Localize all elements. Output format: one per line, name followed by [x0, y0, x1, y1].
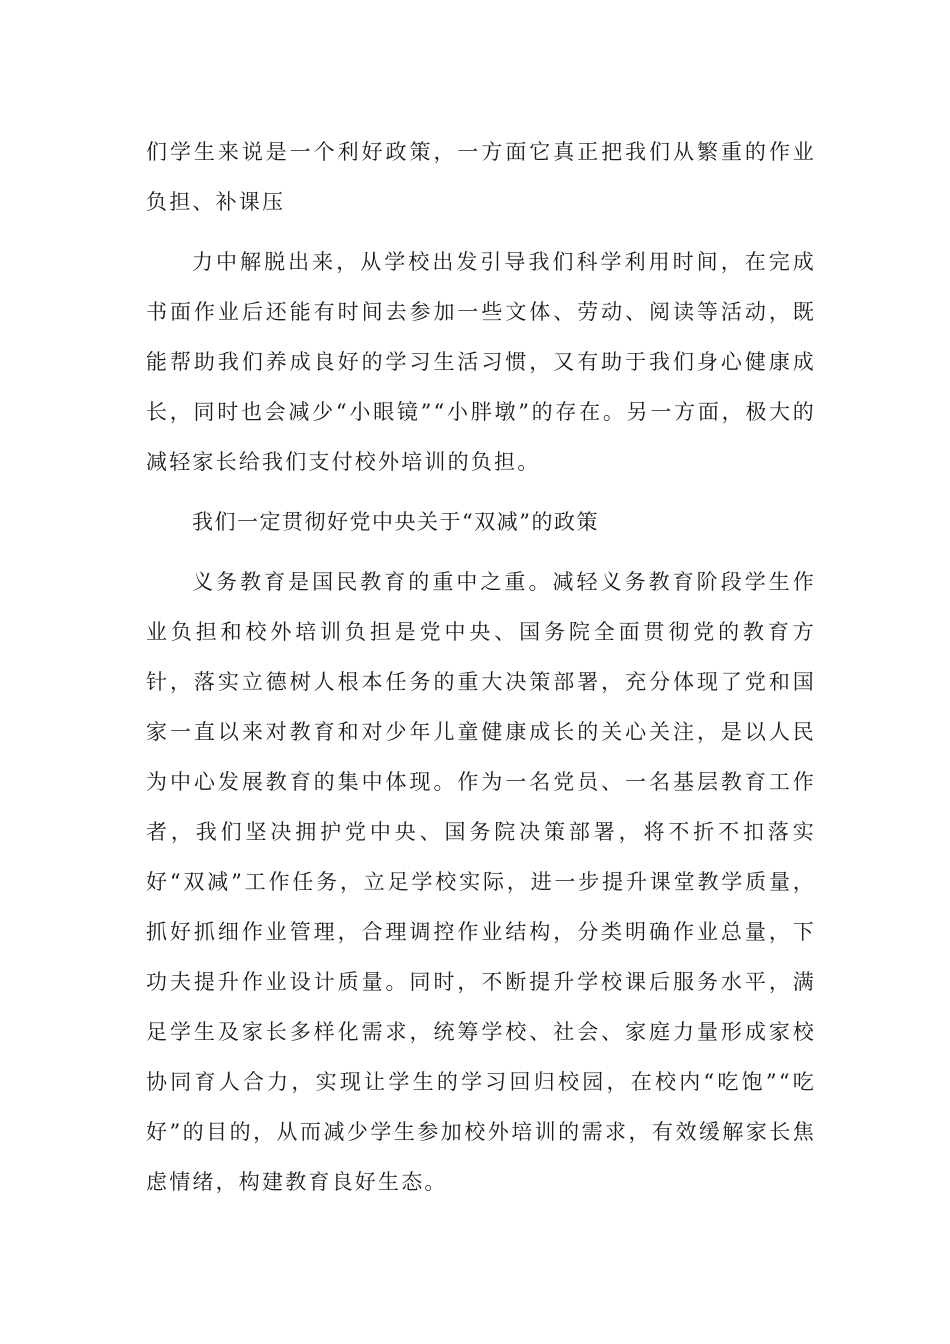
- section-heading: 我们一定贯彻好党中央关于“双减”的政策: [192, 510, 599, 534]
- paragraph-continuation: 们学生来说是一个利好政策，一方面它真正把我们从繁重的作业负担、补课压: [146, 140, 816, 214]
- paragraph-compulsory-education: 义务教育是国民教育的重中之重。减轻义务教育阶段学生作业负担和校外培训负担是党中央、国务院全面贯彻党的教育方针，落实立德树人根本任务的重大决策部署，充分体现了党和国家一直以来对教育和对少年儿童健康成长的关心关注，是以人民为中心发展教育的集中体现。作为一名党员、一名基层教育工作者，我们坚决拥护党中央、国务院决策部署，将不折不扣落实好“双减”工作任务，立足学校实际，进一步提升课堂教学质量，抓好抓细作业管理，合理调控作业结构，分类明确作业总量，下功夫提升作业设计质量。同时，不断提升学校课后服务水平，满足学生及家长多样化需求，统筹学校、社会、家庭力量形成家校协同育人合力，实现让学生的学习回归校园，在校内“吃饱”“吃好”的目的，从而减少学生参加校外培训的需求，有效缓解家长焦虑情绪，构建教育良好生态。: [146, 570, 816, 1194]
- document-body: [146, 127, 816, 1217]
- paragraph-relief: 力中解脱出来，从学校出发引导我们科学利用时间，在完成书面作业后还能有时间去参加一些文体、劳动、阅读等活动，既能帮助我们养成良好的学习生活习惯，又有助于我们身心健康成长，同时也会减少“小眼镜”“小胖墩”的存在。另一方面，极大的减轻家长给我们支付校外培训的负担。: [146, 250, 816, 474]
